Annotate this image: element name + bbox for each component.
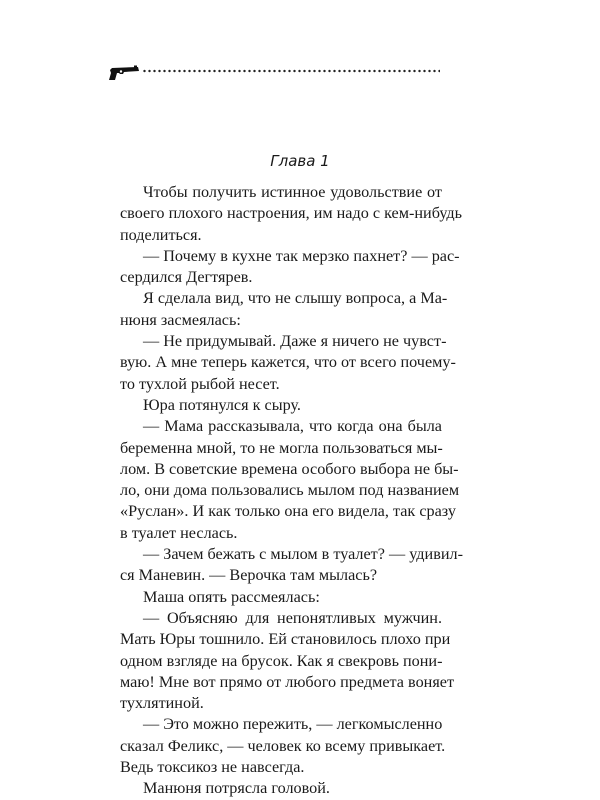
text-line: Мать Юры тошнило. Ей становилось плохо при	[120, 630, 451, 649]
text-line: одном взгляде на брусок. Как я свекровь пони-	[120, 651, 443, 670]
text-line: поделиться.	[120, 225, 202, 244]
text-line: — Не придумывай. Даже я ничего не чувст-	[143, 332, 447, 351]
text-line: своего плохого настроения, им надо с кем-нибудь	[120, 204, 463, 223]
text-line: — Зачем бежать с мылом в туалет? — удивил-	[143, 545, 463, 564]
text-line: — Мама рассказывала, что когда она была	[143, 417, 442, 436]
dotted-rule	[142, 69, 440, 73]
text-line: в туалет неслась.	[120, 523, 238, 542]
chapter-title: Глава 1	[270, 152, 330, 170]
text-line: — Это можно пережить, — легкомысленно	[143, 715, 443, 734]
text-line: Я сделала вид, что не слышу вопроса, а Ма-	[143, 289, 448, 308]
text-line: Ведь токсикоз не навсегда.	[120, 758, 305, 777]
revolver-icon	[108, 64, 142, 82]
text-line: Юра потянулся к сыру.	[143, 395, 301, 414]
text-line: Манюня потрясла головой.	[143, 779, 330, 798]
body-text	[120, 182, 463, 800]
text-line: Маша опять рассмеялась:	[143, 587, 320, 606]
text-line: нюня засмеялась:	[120, 310, 241, 329]
text-line: лом. В советские времена особого выбора не бы-	[120, 459, 459, 478]
text-line: «Руслан». И как только она его видела, так сразу	[120, 502, 456, 521]
text-line: вую. А мне теперь кажется, что от всего почему-	[120, 353, 456, 372]
text-line: тухлятиной.	[120, 694, 204, 713]
text-line: — Почему в кухне так мерзко пахнет? — рас-	[143, 246, 460, 265]
header-ornament	[108, 62, 440, 82]
text-line: маю! Мне вот прямо от любого предмета воняет	[120, 672, 455, 691]
text-line: — Объясняю для непонятливых мужчин.	[143, 608, 442, 627]
text-line: беременна мной, то не могла пользоваться мы-	[120, 438, 443, 457]
text-line: то тухлой рыбой несет.	[120, 374, 280, 393]
text-line: ло, они дома пользовались мылом под названием	[120, 481, 460, 500]
text-line: Чтобы получить истинное удовольствие от	[143, 183, 442, 201]
text-line: сказал Феликс, — человек ко всему привыкает.	[120, 736, 446, 755]
text-line: сердился Дегтярев.	[120, 268, 253, 287]
text-line: ся Маневин. — Верочка там мылась?	[120, 566, 378, 585]
